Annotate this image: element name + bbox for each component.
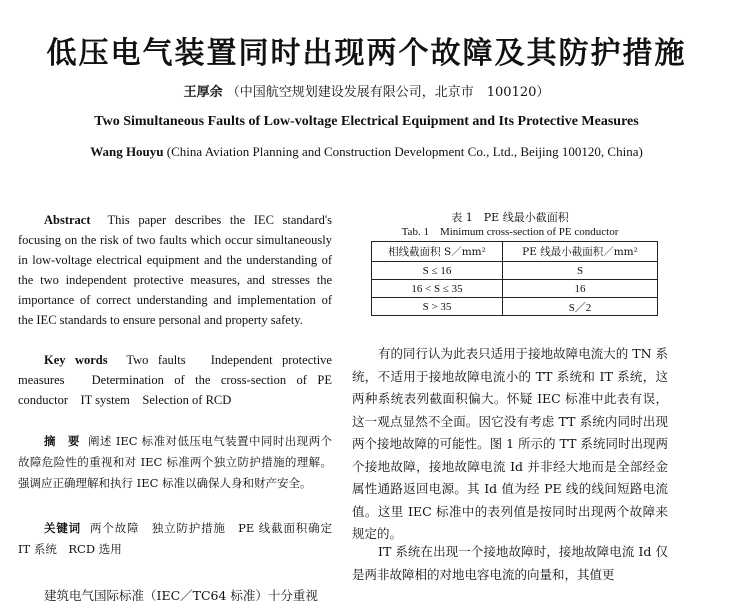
table-header-row — [372, 242, 658, 262]
paper-title-en: Two Simultaneous Faults of Low-voltage Electrical Equipment and Its Protective Measures — [94, 114, 639, 129]
abstract-cn-text: 阐述 IEC 标准对低压电气装置中同时出现两个故障危险性的重视和对 IEC 标准两个独立防护措施的理解。强调应正确理解和执行 IEC 标准以确保人身和财产安全。 — [18, 434, 333, 490]
keywords-cn-label: 关键词 — [44, 521, 82, 535]
keywords-cn — [18, 518, 344, 560]
author-affiliation-cn: （中国航空规划建设发展有限公司，北京市 100120） — [226, 85, 550, 100]
author-line-en — [0, 144, 733, 160]
table-row — [372, 262, 658, 280]
keywords-en — [18, 350, 332, 410]
table-cell: S — [503, 262, 658, 280]
table-cell: S／2 — [503, 298, 658, 316]
abstract-en-label: Abstract — [44, 213, 91, 227]
right-body-paragraph-1: 有的同行认为此表只适用于接地故障电流大的 TN 系统，不适用于接地故障电流小的 TT 系统和 IT 系统，这两种系统表列截面积偏大。怀疑 IEC 标准中此表有误，这一观点显然不全面。因它没有考虑 TT 系统内同时出现两个接地故障的可能性。图 1 所示的 TT 系统同时出现两个接地故障，接地故障电流 Id 并非经大地而是全部经金属性通路返回电源。其 Id 值为经 PE 线的线间短路电流值。这里 IEC 标准中的表列值是按同时出现两个故障来规定的。 — [352, 346, 668, 541]
paper-title-cn: 低压电气装置同时出现两个故障及其防护措施 — [46, 36, 687, 71]
abstract-cn — [18, 431, 332, 494]
keywords-cn-text: 两个故障 独立防护措施 PE 线截面积确定 IT 系统 RCD 选用 — [18, 521, 344, 556]
abstract-en — [18, 210, 332, 330]
table-row — [372, 280, 658, 298]
left-body-text: 建筑电气国际标准（IEC／TC64 标准）十分重视 — [44, 588, 318, 603]
abstract-en-text: This paper describes the IEC standard's focusing on the risk of two faults which occur simultaneously in low-voltage electrical equipment and the understanding of the two independent protective measures, and stresses the importance of correct understanding and implementation of the IEC standards to ensure personal and property safety. — [18, 213, 332, 327]
table-cell: S > 35 — [372, 298, 503, 316]
keywords-en-text: Two faults Independent protective measures Determination of the cross-section of PE conductor IT system Selection of RCD — [18, 353, 332, 407]
table-caption-cn: 表 1 PE 线最小截面积 — [451, 211, 569, 224]
author-name-cn: 王厚余 — [183, 85, 223, 100]
table-header-cell: 相线截面积 S／mm² — [372, 242, 503, 262]
pe-cross-section-table — [371, 241, 658, 316]
table-caption — [352, 210, 668, 240]
keywords-en-label: Key words — [44, 353, 108, 367]
table-cell: 16 < S ≤ 35 — [372, 280, 503, 298]
table-header-cell: PE 线最小截面积／mm² — [503, 242, 658, 262]
table-cell: 16 — [503, 280, 658, 298]
right-body-paragraph-2: IT 系统在出现一个接地故障时，接地故障电流 Id 仅是两非故障相的对地电容电流的向量和，其值更 — [352, 544, 668, 582]
table-row — [372, 298, 658, 316]
table-cell: S ≤ 16 — [372, 262, 503, 280]
abstract-cn-label: 摘 要 — [44, 434, 80, 448]
author-name-en: Wang Houyu — [90, 144, 164, 159]
author-affiliation-en: (China Aviation Planning and Construction Development Co., Ltd., Beijing 100120, China) — [166, 144, 643, 159]
table-caption-en: Tab. 1 Minimum cross-section of PE conductor — [401, 226, 619, 238]
author-line-cn — [0, 81, 733, 100]
